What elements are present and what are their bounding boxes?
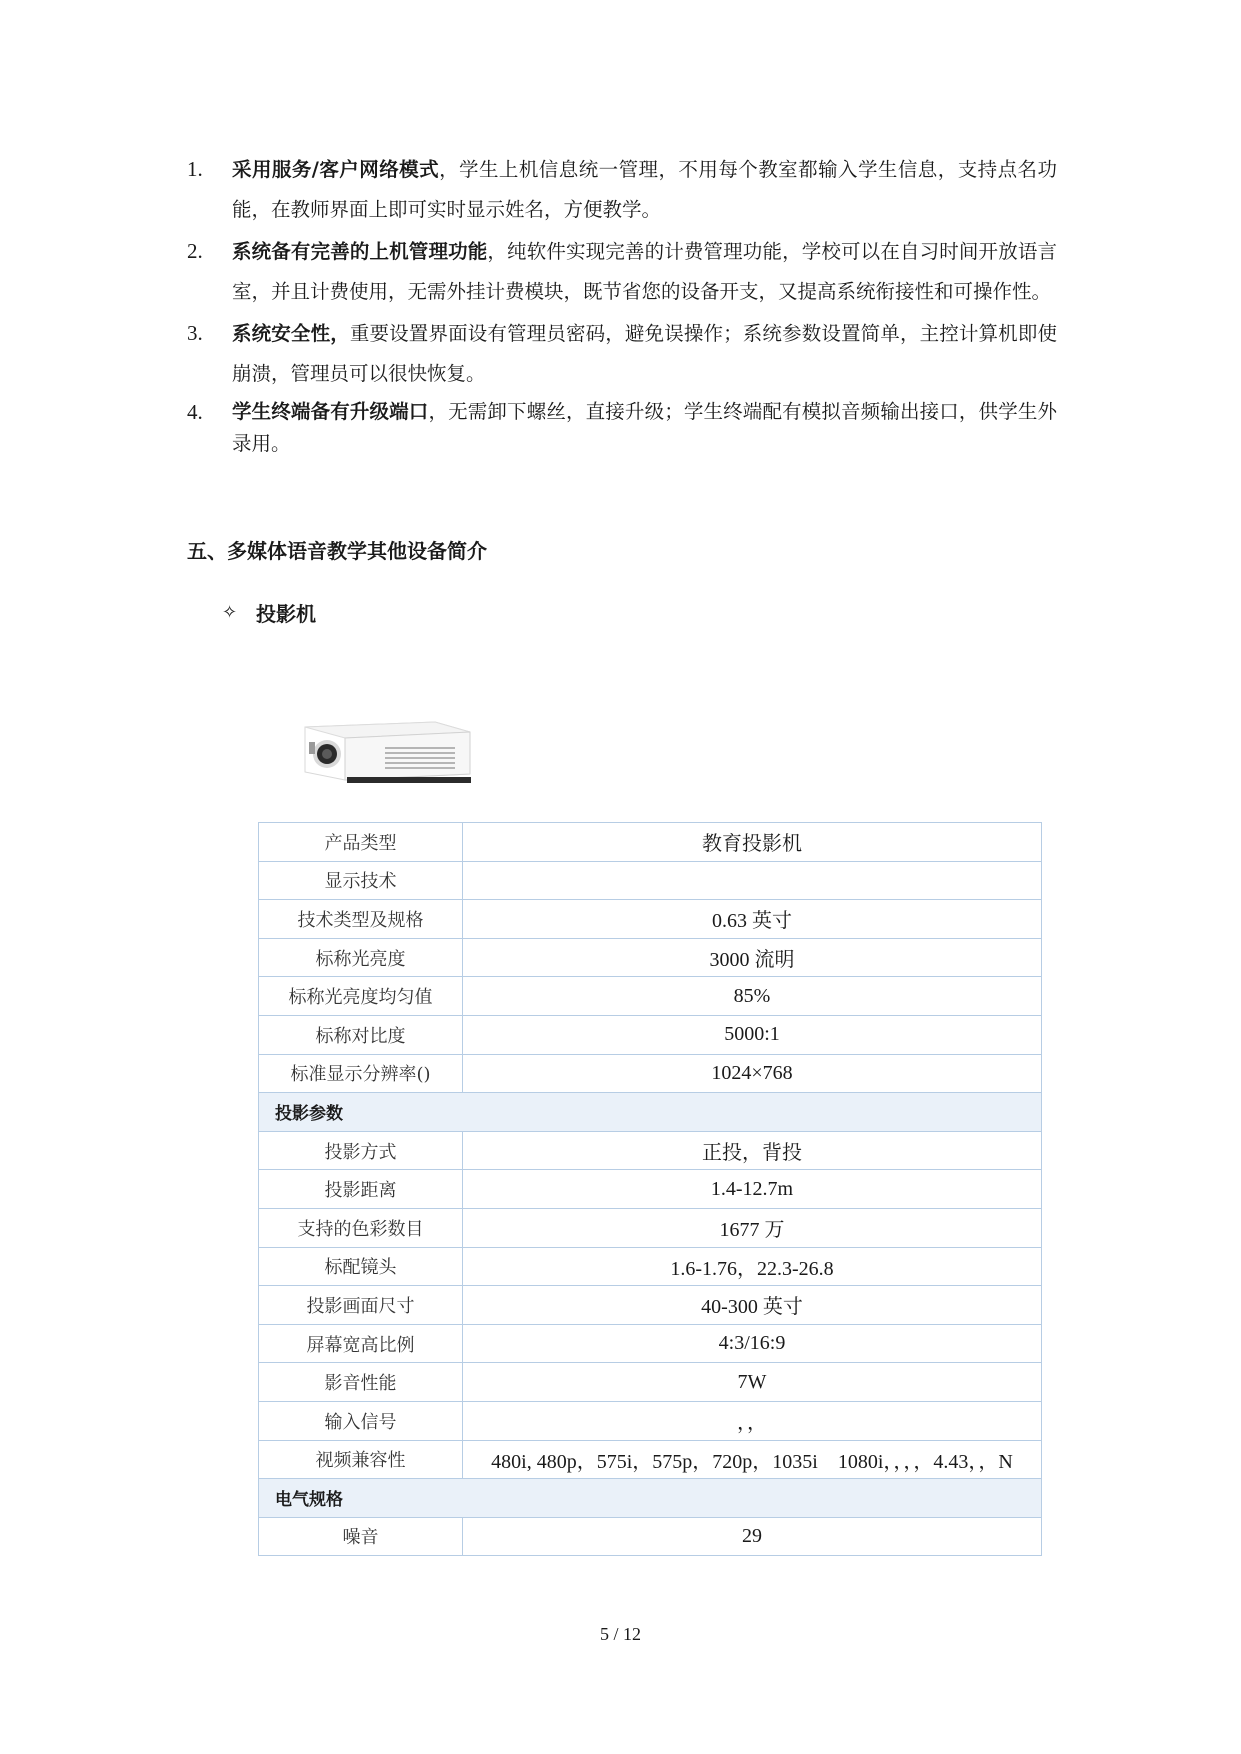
section-heading: 五、多媒体语音教学其他设备简介 bbox=[187, 539, 487, 563]
spec-label: 输入信号 bbox=[259, 1401, 463, 1440]
spec-label: 显示技术 bbox=[259, 861, 463, 900]
spec-label: 支持的色彩数目 bbox=[259, 1208, 463, 1247]
list-body: 重要设置界面设有管理员密码，避免误操作；系统参数设置简单，主控计算机即使崩溃，管理员可以很快恢复。 bbox=[232, 322, 1057, 385]
list-number: 1. bbox=[187, 157, 203, 181]
page-number: 5 / 12 bbox=[599, 1624, 641, 1644]
feature-list bbox=[187, 150, 1057, 462]
table-row bbox=[259, 823, 1042, 862]
list-heading: 系统备有完善的上机管理功能 bbox=[232, 240, 488, 263]
list-number: 2. bbox=[187, 239, 203, 263]
list-text bbox=[232, 314, 1057, 394]
list-number: 4. bbox=[187, 400, 203, 424]
list-body: ，纯软件实现完善的计费管理功能，学校可以在自习时间开放语言室，并且计费使用，无需外挂计费模块，既节省您的设备开支，又提高系统衔接性和可操作性。 bbox=[232, 240, 1057, 303]
spec-value: 正投，背投 bbox=[463, 1131, 1042, 1170]
spec-table bbox=[258, 822, 1042, 1556]
table-row bbox=[259, 1054, 1042, 1093]
projector-image bbox=[285, 692, 480, 792]
spec-value: 5000:1 bbox=[463, 1015, 1042, 1054]
table-row bbox=[259, 977, 1042, 1016]
table-row bbox=[259, 1517, 1042, 1556]
list-body: ，无需卸下螺丝，直接升级；学生终端配有模拟音频输出接口，供学生外录用。 bbox=[232, 400, 1057, 455]
spec-value: 1.4-12.7m bbox=[463, 1170, 1042, 1209]
spec-label: 投影画面尺寸 bbox=[259, 1286, 463, 1325]
table-row bbox=[259, 900, 1042, 939]
list-heading: 采用服务/客户网络模式 bbox=[232, 158, 440, 181]
spec-value: 3000 流明 bbox=[463, 938, 1042, 977]
spec-value: 教育投影机 bbox=[463, 823, 1042, 862]
spec-label: 影音性能 bbox=[259, 1363, 463, 1402]
spec-value: 40-300 英寸 bbox=[463, 1286, 1042, 1325]
spec-value: 1.6-1.76，22.3-26.8 bbox=[463, 1247, 1042, 1286]
list-text bbox=[232, 150, 1057, 230]
spec-label: 标称对比度 bbox=[259, 1015, 463, 1054]
table-row bbox=[259, 1440, 1042, 1479]
spec-value bbox=[463, 861, 1042, 900]
spec-value: 1024×768 bbox=[463, 1054, 1042, 1093]
spec-label: 标配镜头 bbox=[259, 1247, 463, 1286]
spec-label: 标称光亮度 bbox=[259, 938, 463, 977]
table-row bbox=[259, 1015, 1042, 1054]
spec-label: 产品类型 bbox=[259, 823, 463, 862]
table-row bbox=[259, 1363, 1042, 1402]
spec-value: 1677 万 bbox=[463, 1208, 1042, 1247]
spec-label: 标称光亮度均匀值 bbox=[259, 977, 463, 1016]
spec-label: 技术类型及规格 bbox=[259, 900, 463, 939]
list-item bbox=[187, 396, 1057, 460]
table-row bbox=[259, 1247, 1042, 1286]
subsection-label: 投影机 bbox=[256, 602, 316, 626]
subsection-heading bbox=[222, 598, 316, 627]
list-text bbox=[232, 232, 1057, 312]
spec-label: 投影方式 bbox=[259, 1131, 463, 1170]
table-row bbox=[259, 861, 1042, 900]
table-row bbox=[259, 1208, 1042, 1247]
table-row bbox=[259, 1131, 1042, 1170]
table-row bbox=[259, 938, 1042, 977]
section-title: 投影参数 bbox=[259, 1093, 1042, 1132]
spec-value: 85% bbox=[463, 977, 1042, 1016]
spec-label: 屏幕宽高比例 bbox=[259, 1324, 463, 1363]
list-heading: 系统安全性， bbox=[232, 322, 350, 345]
list-body: ，学生上机信息统一管理，不用每个教室都输入学生信息，支持点名功能，在教师界面上即可实时显示姓名，方便教学。 bbox=[232, 158, 1057, 221]
spec-value: 29 bbox=[463, 1517, 1042, 1556]
list-text bbox=[232, 396, 1057, 460]
spec-value: 0.63 英寸 bbox=[463, 900, 1042, 939]
diamond-bullet-icon: ✧ bbox=[222, 602, 238, 623]
spec-label: 标准显示分辨率() bbox=[259, 1054, 463, 1093]
table-row bbox=[259, 1170, 1042, 1209]
list-heading: 学生终端备有升级端口 bbox=[232, 400, 429, 423]
list-item bbox=[187, 150, 1057, 230]
table-row bbox=[259, 1324, 1042, 1363]
table-section-row bbox=[259, 1479, 1042, 1518]
spec-label: 视频兼容性 bbox=[259, 1440, 463, 1479]
spec-label: 投影距离 bbox=[259, 1170, 463, 1209]
table-row bbox=[259, 1286, 1042, 1325]
spec-label: 噪音 bbox=[259, 1517, 463, 1556]
section-title: 电气规格 bbox=[259, 1479, 1042, 1518]
spec-value: 480i, 480p，575i，575p，720p，1035i 1080i，，，，4.43，，N bbox=[463, 1440, 1042, 1479]
spec-value: 7W bbox=[463, 1363, 1042, 1402]
list-item bbox=[187, 314, 1057, 394]
table-row bbox=[259, 1401, 1042, 1440]
spec-value: ，， bbox=[463, 1401, 1042, 1440]
table-section-row bbox=[259, 1093, 1042, 1132]
list-item bbox=[187, 232, 1057, 312]
spec-value: 4:3/16:9 bbox=[463, 1324, 1042, 1363]
list-number: 3. bbox=[187, 321, 203, 345]
